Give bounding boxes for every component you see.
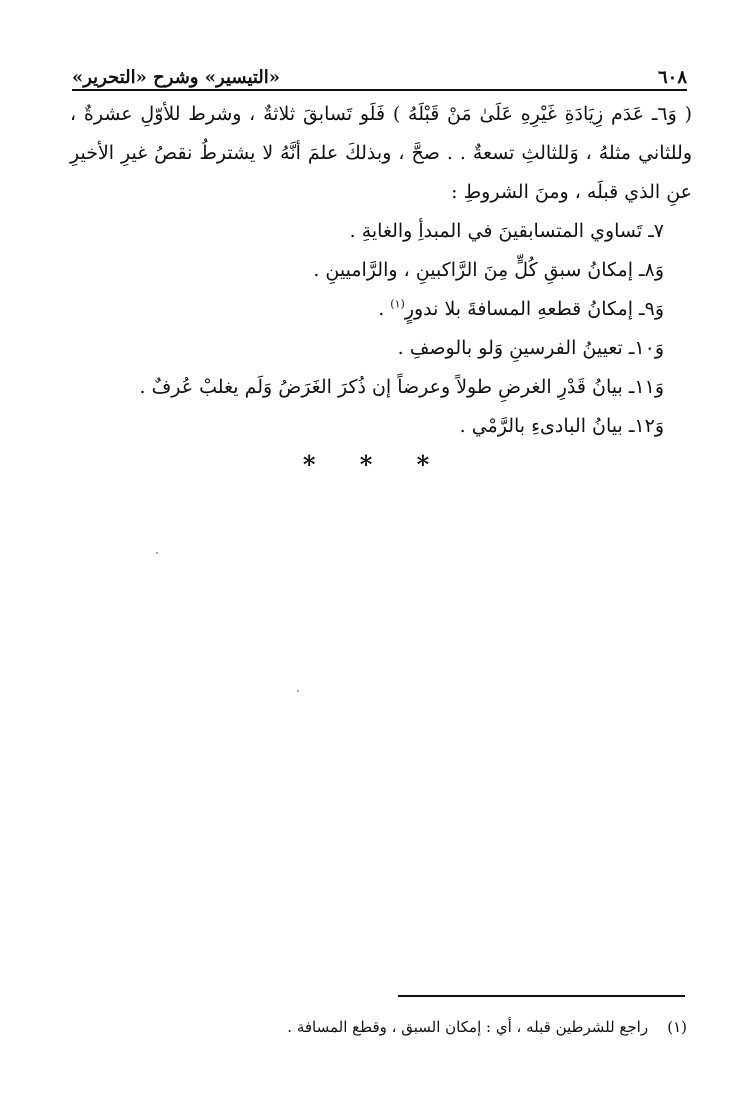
list-item-8: وَ٨ـ إمكانُ سبقِ كُلٍّ مِنَ الرَّاكبينِ ، والرَّاميينِ . <box>313 259 664 281</box>
list-item-11: وَ١١ـ بيانُ قَدْرِ الغرضِ طولاً وعرضاً إن ذُكرَ الغَرَضُ وَلَم يغلبْ عُرفٌ . <box>139 376 664 398</box>
speck <box>297 690 299 692</box>
footnote <box>220 1018 687 1036</box>
footnote-number: (١) <box>667 1018 687 1036</box>
footnote-marker: (١) <box>390 297 405 311</box>
list-item-7: ٧ـ تَساوي المتسابقينَ في المبدأِ والغايةِ . <box>349 220 664 242</box>
paragraph-main: ( وَ٦ـ عَدَم زِيَادَةِ غَيْرِهِ عَلَىٰ مَنْ قَبْلَهُ ) فَلَو تَسابقَ ثلاثةٌ ، وشرط للأوّلِ عشرةٌ ، وللثاني مثلهُ ، وَللثالثِ تسعةٌ . . صحَّ ، وبذلكَ علمَ أنَّهُ لا يشترطُ نقصُ غيرِ الأخيرِ عنِ الذي قبلَه ، ومنَ الشروطِ : <box>70 103 692 203</box>
list-item-9-end: . <box>378 298 391 320</box>
running-title: «التيسير» وشرح «التحرير» <box>72 67 281 88</box>
list-item-12: وَ١٢ـ بيانُ البادىءِ بالرَّمْي . <box>459 415 664 437</box>
footnote-text: راجع للشرطين قبله ، أي : إمكان السبق ، وقطع المسافة . <box>287 1018 649 1036</box>
header-divider <box>72 89 687 91</box>
footnote-divider <box>398 995 685 997</box>
main-text <box>70 95 692 446</box>
list-item-9 <box>70 290 692 329</box>
list-item-10: وَ١٠ـ تعيينُ الفرسينِ وَلو بالوصفِ . <box>397 337 664 359</box>
page-number: ٦٠٨ <box>657 67 687 88</box>
speck <box>156 552 158 554</box>
list-item-9-text: وَ٩ـ إمكانُ قطعهِ المسافةَ بلا ندورٍ <box>404 298 664 320</box>
page-header <box>72 58 687 88</box>
section-separator: * * * <box>302 450 448 479</box>
